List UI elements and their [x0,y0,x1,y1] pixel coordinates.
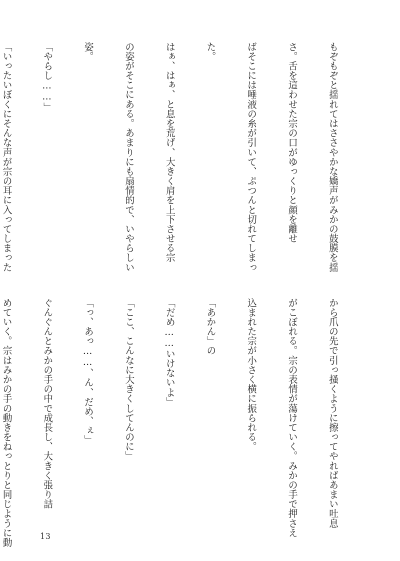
text-line: 「だめ……いけないよ」 [163,298,175,407]
text-line: の姿がそこにある。あまりにも扇情的で、いやらしい [122,42,134,273]
text-line: た。 [204,42,216,62]
text-block-top [0,42,366,273]
text-line: 込まれた宗が小さく横に振られる。 [245,298,257,452]
text-line: さ。舌を這わせた宗の口がゆっくりと顔を離せ [286,42,298,244]
text-line: ぐんぐんとみかの手の中で成長し、大きく張り詰 [41,298,53,509]
page-number: 13 [40,532,51,541]
text-line: 「あかん」の [204,298,216,356]
text-line: 「いったいぼくにそんな声が宗の耳に入ってしまった [0,42,12,273]
text-line: めていく。宗はみかの手の動きをねっとりと同じように動 [0,298,12,548]
text-line: 「やらし……」 [41,42,53,113]
text-line: もぞもぞと揺れてはささやかな嬌声がみかの鼓膜を揺 [326,42,338,273]
text-line: ばそこには唾液の糸が引いて、ぷつんと切れてしまっ [245,42,257,273]
text-line: から爪の先で引っ掻くように擦ってやればあまい吐息 [326,298,338,529]
text-line: はぁ、はぁ、と息を荒げ、大きく肩を上下させる宗 [163,42,175,263]
text-line: 「っ、あっ……、ん、だめ、ぇ」 [82,298,94,446]
text-line: 姿。 [82,42,94,62]
text-line: がこぼれる。宗の表情が蕩けていく。みかの手で押さえ [286,298,298,538]
text-line: 「ここ、こんなに大きくしてんのに」 [122,298,134,462]
